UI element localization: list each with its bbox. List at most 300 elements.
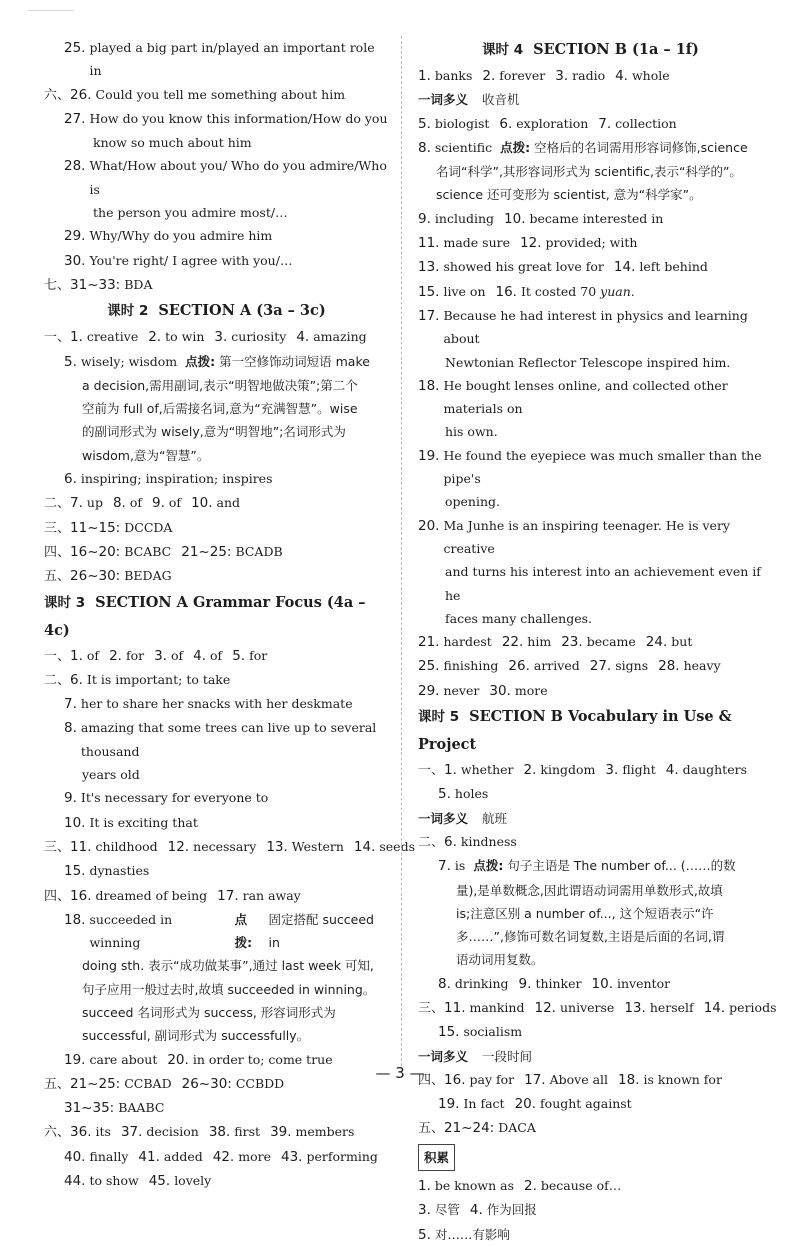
answer-row (418, 854, 763, 878)
answer-row (44, 1145, 389, 1169)
explanation-label: 点拨: (234, 911, 253, 951)
question-number: 30. (64, 252, 86, 269)
question-number: 19. (64, 1051, 86, 1068)
answer-text: inspiring; inspiration; inspires (80, 471, 273, 487)
question-number: 16. (70, 887, 92, 904)
answer-row (418, 136, 763, 160)
question-number: 43. (280, 1148, 303, 1165)
section-marker: 三、 (44, 520, 71, 536)
answer-text: amazing (313, 329, 367, 345)
answer-text: live on (443, 283, 486, 299)
answer-row (44, 467, 389, 491)
question-number: 3. (605, 762, 619, 779)
left-column (44, 36, 416, 1193)
answer-text: . (630, 283, 635, 299)
answer-text: finishing (443, 658, 499, 674)
question-number: 45. (148, 1173, 171, 1190)
question-number: 31~35: (64, 1100, 115, 1117)
lesson-title: SECTION B Vocabulary in Use & Project (418, 708, 732, 754)
section-marker: 四、 (44, 544, 71, 560)
answer-text: CCBAD (124, 1075, 172, 1091)
answer-text: be known as (434, 1178, 515, 1194)
answer-text: first (234, 1124, 261, 1140)
question-number: 15. (438, 1024, 460, 1041)
section-marker: 五、 (44, 1076, 71, 1092)
answer-row (44, 36, 389, 83)
answer-text: made sure (443, 235, 511, 251)
question-number: 31~33: (70, 276, 121, 293)
explanation-line: 名词“科学”,其形容词形式为 scientific,表示“科学的”。 (436, 164, 742, 180)
answer-text: thinker (535, 975, 582, 991)
answer-text: In fact (463, 1096, 505, 1112)
question-number: 1. (418, 68, 431, 84)
answer-text: universe (559, 999, 615, 1015)
explanation-label: 点拨: (473, 858, 504, 874)
question-number: 3. (555, 68, 569, 84)
question-number: 7. (598, 115, 612, 132)
answer-row (44, 516, 389, 540)
answer-text: biologist (434, 115, 490, 131)
section-marker: 三、 (44, 839, 71, 855)
answer-row (44, 273, 389, 297)
section-marker: 二、 (44, 496, 71, 512)
answer-text: collection (615, 115, 677, 131)
answer-text: wisely; wisdom (80, 353, 178, 369)
answer-row (44, 350, 389, 374)
question-number: 36. (70, 1124, 92, 1141)
question-number: 16~20: (70, 543, 121, 560)
explanation-line: wisdom,意为“智慧”。 (82, 447, 210, 463)
question-number: 25. (418, 658, 440, 675)
question-number: 2. (524, 1178, 537, 1195)
question-number: 8. (438, 975, 451, 992)
answer-text: kingdom (540, 762, 596, 778)
answer-text: succeeded in winning (89, 911, 173, 951)
answer-text: up (86, 495, 103, 511)
question-number: 9. (152, 495, 165, 512)
answer-text: BDA (124, 276, 153, 292)
polysemy-label: 一词多义 (418, 1048, 469, 1064)
answer-text: of (129, 495, 143, 511)
answer-row (44, 491, 389, 515)
answer-text: dynasties (89, 863, 150, 879)
answer-row (418, 782, 763, 806)
question-number: 1. (444, 762, 457, 779)
question-number: 8. (418, 139, 431, 156)
answer-text: Western (291, 838, 344, 854)
answer-text: of (168, 495, 182, 511)
answer-text: lovely (174, 1173, 212, 1189)
question-number: 11. (418, 235, 440, 252)
explanation-line: 多……”,修饰可数名词复数,主语是后面的名词,谓 (456, 929, 725, 945)
question-number: 21~25: (70, 1075, 121, 1092)
answer-text: its (95, 1124, 111, 1140)
answer-text: Ma Junhe is an inspiring teenager. He is very creative (443, 517, 730, 556)
question-number: 18. (618, 1071, 640, 1088)
question-number: 4. (193, 647, 207, 664)
question-number: 17. (418, 307, 440, 324)
answer-text: periods (729, 999, 777, 1015)
question-number: 7. (70, 495, 83, 512)
explanation-line: science 还可变形为 scientist, 意为“科学家”。 (436, 187, 702, 203)
answer-row (418, 1223, 763, 1247)
question-number: 27. (589, 658, 612, 675)
question-number: 44. (64, 1173, 86, 1190)
answer-row (44, 249, 389, 273)
explanation-text: 句子主语是 The number of... (……的数 (507, 858, 736, 874)
answer-row (44, 154, 389, 201)
explanation-text: 第一空修饰动词短语 make (219, 353, 370, 369)
polysemy-label: 一词多义 (418, 92, 469, 108)
question-number: 28. (658, 658, 680, 675)
question-number: 11~15: (70, 519, 121, 536)
question-number: 12. (167, 838, 190, 855)
answer-text: to win (165, 329, 205, 345)
question-number: 16. (444, 1071, 466, 1088)
answer-text: forever (499, 68, 546, 83)
question-number: 26~30: (181, 1075, 232, 1092)
question-number: 12. (534, 999, 556, 1016)
section-marker: 一、 (418, 763, 445, 779)
answer-text: socialism (463, 1024, 523, 1040)
answer-text: hardest (443, 634, 492, 650)
answer-text: because of… (540, 1178, 622, 1194)
answer-row (418, 654, 763, 678)
section-marker: 四、 (44, 888, 71, 904)
answer-row (44, 1169, 389, 1193)
question-number: 5. (418, 1226, 431, 1243)
question-number: 14. (703, 999, 726, 1016)
answer-text: 作为回报 (486, 1202, 537, 1218)
answer-text: decision (146, 1124, 199, 1140)
question-number: 37. (120, 1124, 143, 1141)
answer-text: banks (434, 68, 473, 83)
explanation-text: 空格后的名词需用形容词修饰,science (534, 139, 748, 155)
question-number: 17. (524, 1071, 546, 1088)
lesson-number: 课时 5 (418, 709, 460, 726)
question-number: 9. (418, 210, 431, 227)
section-marker: 三、 (418, 1000, 445, 1016)
answer-text: How do you know this information/How do you (89, 110, 388, 126)
question-number: 8. (64, 720, 77, 737)
question-number: 4. (296, 329, 310, 346)
answer-row (418, 1198, 763, 1222)
lesson-number: 课时 3 (44, 594, 86, 611)
answer-text: of (86, 647, 100, 663)
answer-row (418, 112, 763, 136)
answer-text: him (527, 634, 552, 650)
answer-row (418, 231, 763, 255)
answer-text: kindness (460, 833, 517, 849)
section-marker: 六、 (44, 87, 71, 103)
question-number: 12. (520, 235, 542, 252)
question-number: 30. (489, 682, 511, 699)
section-marker: 五、 (44, 569, 71, 585)
answer-text: but (671, 634, 693, 650)
answer-text: Because he had interest in physics and learning about (443, 307, 748, 347)
question-number: 9. (64, 790, 77, 807)
answer-text: DCCDA (124, 519, 173, 535)
answer-text: arrived (533, 658, 580, 674)
explanation-line: 空前为 full of,后需接名词,意为“充满智慧”。wise (82, 401, 358, 417)
question-number: 8. (112, 495, 126, 512)
explanation-label: 点拨: (500, 139, 531, 155)
explanation-line: succeed 名词形式为 success, 形容词形式为 (82, 1004, 336, 1020)
answer-text: whole (631, 68, 670, 83)
question-number: 15. (64, 863, 86, 880)
answer-text: He bought lenses online, and collected other materials on (443, 377, 728, 417)
answer-text: including (434, 210, 495, 226)
question-number: 5. (64, 353, 77, 370)
question-number: 40. (64, 1148, 86, 1165)
answer-text: inventor (617, 975, 671, 991)
answer-text: seeds (379, 838, 416, 854)
answer-text: amazing that some trees can live up to several thousand (80, 720, 377, 759)
question-number: 2. (109, 647, 122, 664)
answer-text: performing (306, 1148, 378, 1164)
question-number: 10. (591, 975, 613, 992)
answer-text: What/How about you/ Who do you admire/Who is (89, 158, 387, 197)
continuation-line: opening. (445, 494, 500, 510)
explanation-line: 语动词用复数。 (456, 952, 544, 968)
answer-row (418, 1020, 763, 1044)
question-number: 9. (518, 975, 532, 992)
question-number: 6. (499, 115, 513, 132)
explanation-line: doing sth. 表示“成功做某事”,通过 last week 可知, (82, 958, 374, 974)
answer-row (418, 64, 763, 88)
question-number: 2. (482, 68, 496, 84)
answer-text: It is exciting that (89, 814, 198, 830)
answer-row (418, 514, 763, 561)
question-number: 27. (64, 110, 86, 127)
answer-text: Could you tell me something about him (95, 86, 346, 102)
lesson-title: SECTION B (1a – 1f) (533, 41, 699, 58)
answer-text: creative (86, 329, 139, 345)
question-number: 13. (266, 838, 288, 855)
continuation-line: years old (82, 767, 140, 783)
answer-text: for (125, 647, 145, 663)
answer-text: Why/Why do you admire him (89, 228, 273, 244)
question-number: 6. (70, 671, 83, 688)
question-number: 15. (418, 283, 440, 300)
question-number: 19. (418, 447, 440, 464)
question-number: 26. (508, 658, 530, 675)
question-number: 20. (418, 517, 440, 534)
answer-row (44, 224, 389, 248)
answer-text: It is important; to take (86, 671, 231, 687)
explanation-text: 固定搭配 succeed in (268, 911, 374, 951)
column-divider (401, 36, 402, 1066)
answer-row (44, 540, 389, 564)
question-number: 29. (418, 682, 440, 699)
polysemy-meaning: 一段时间 (482, 1048, 533, 1064)
question-number: 6. (64, 471, 77, 488)
answer-text: scientific (434, 139, 493, 155)
question-number: 16. (495, 283, 517, 300)
answer-text: added (163, 1148, 203, 1164)
answer-text: signs (615, 658, 649, 674)
question-number: 1. (70, 329, 83, 346)
answer-text: 尽管 (434, 1202, 460, 1218)
section-marker: 一、 (44, 648, 71, 664)
answer-row (44, 908, 389, 955)
answer-text: BAABC (118, 1100, 165, 1116)
answer-row (44, 107, 389, 131)
answer-text: BEDAG (124, 568, 172, 584)
answer-text: exploration (516, 115, 589, 131)
question-number: 21. (418, 634, 440, 651)
answer-text: BCABC (124, 543, 172, 559)
answer-text: 对……有影响 (434, 1226, 510, 1242)
lesson-title: SECTION A (3a – 3c) (158, 302, 326, 320)
answer-text-italic: yuan (600, 283, 631, 299)
question-number: 11. (70, 838, 92, 855)
top-mark (28, 10, 74, 11)
explanation-line: 量),是单数概念,因此谓语动词需用单数形式,故填 (456, 882, 723, 898)
explanation-label: 点拨: (185, 353, 216, 369)
answer-text: It's necessary for everyone to (80, 790, 269, 806)
answer-text: in order to; come true (192, 1051, 333, 1067)
question-number: 2. (148, 329, 162, 346)
question-number: 3. (154, 647, 167, 664)
continuation-line: faces many challenges. (445, 610, 592, 626)
answer-text: for (249, 647, 268, 663)
answer-row (418, 830, 763, 854)
answer-text: mankind (469, 999, 525, 1015)
question-number: 18. (64, 911, 86, 928)
question-number: 3. (214, 329, 228, 346)
answer-text: CCBDD (235, 1075, 285, 1091)
answer-text: fought against (540, 1096, 632, 1112)
question-number: 4. (615, 68, 628, 84)
continuation-line: and turns his interest into an achievement even if he (445, 564, 761, 603)
answer-text: care about (89, 1051, 158, 1067)
continuation-line: his own. (445, 424, 498, 440)
question-number: 5. (232, 647, 246, 664)
question-number: 20. (167, 1051, 189, 1068)
question-number: 1. (418, 1178, 431, 1195)
question-number: 23. (561, 634, 583, 651)
question-number: 10. (191, 495, 213, 512)
answer-text: radio (572, 68, 606, 83)
answer-row (418, 972, 763, 996)
answer-text: and (216, 495, 241, 511)
answer-text: more (514, 682, 548, 698)
continuation-line: the person you admire most/… (93, 205, 288, 221)
lesson-header (44, 589, 389, 644)
answer-row (44, 692, 389, 716)
question-number: 14. (353, 838, 376, 855)
question-number: 7. (64, 696, 77, 713)
question-number: 25. (64, 40, 86, 56)
answer-row (44, 1120, 389, 1144)
question-number: 26. (70, 86, 92, 103)
question-number: 21~25: (181, 543, 232, 560)
question-number: 38. (208, 1124, 231, 1141)
answer-text: never (443, 682, 480, 698)
answer-row (44, 83, 389, 107)
answer-text: ran away (242, 887, 301, 903)
polysemy-label: 一词多义 (418, 810, 469, 826)
answer-text: flight (622, 762, 656, 778)
polysemy-meaning: 收音机 (482, 92, 520, 108)
answer-row (418, 1116, 763, 1140)
answer-text: her to share her snacks with her deskmate (80, 696, 353, 712)
answer-text: to show (89, 1173, 139, 1189)
lesson-header (44, 297, 389, 325)
page-number: — 3 — (375, 1064, 425, 1082)
answer-row (44, 835, 416, 859)
answer-text: dreamed of being (95, 887, 208, 903)
answer-row (418, 255, 763, 279)
explanation-line: successful, 副词形式为 successfully。 (82, 1028, 310, 1044)
section-marker: 一、 (44, 330, 71, 346)
question-number: 4. (469, 1202, 483, 1219)
answer-text: members (295, 1124, 355, 1140)
section-marker: 五、 (418, 1121, 445, 1137)
explanation-line: a decision,需用副词,表示“明智地做决策”;第二个 (82, 377, 358, 393)
answer-row (44, 668, 389, 692)
question-number: 39. (270, 1124, 292, 1141)
question-number: 26~30: (70, 568, 121, 585)
answer-text: childhood (95, 838, 158, 854)
answer-text: necessary (193, 838, 257, 854)
answer-text: DACA (498, 1120, 536, 1136)
answer-text: daughters (682, 762, 747, 778)
question-number: 11. (444, 999, 466, 1016)
section-marker: 二、 (44, 672, 71, 688)
question-number: 13. (418, 259, 440, 276)
question-number: 3. (418, 1202, 431, 1219)
answer-text: finally (89, 1148, 129, 1164)
question-number: 5. (418, 115, 431, 132)
explanation-line: is;注意区别 a number of..., 这个短语表示“许 (456, 905, 714, 921)
question-number: 14. (613, 259, 636, 276)
answer-row (418, 280, 763, 304)
lesson-number: 课时 2 (107, 303, 149, 320)
explanation-line: 句子应用一般过去时,故填 succeeded in winning。 (82, 981, 376, 997)
section-marker: 七、 (44, 277, 71, 293)
answer-row (44, 884, 389, 908)
answer-text: became (586, 634, 636, 650)
answer-text: showed his great love for (443, 259, 604, 275)
question-number: 18. (418, 377, 440, 394)
question-number: 28. (64, 158, 86, 175)
answer-row (44, 564, 389, 588)
question-number: 10. (64, 814, 86, 831)
answer-text: BCADB (235, 543, 283, 559)
question-number: 24. (645, 634, 668, 651)
question-number: 2. (523, 762, 537, 779)
question-number: 7. (438, 858, 451, 875)
answer-row (44, 1096, 389, 1120)
answer-text: curiosity (231, 329, 287, 345)
answer-row (44, 859, 389, 883)
accumulation-header (418, 1141, 763, 1174)
question-number: 5. (438, 786, 451, 803)
question-number: 20. (514, 1096, 537, 1113)
question-number: 4. (665, 762, 679, 779)
answer-text: left behind (639, 259, 708, 275)
answer-text: of (210, 647, 223, 663)
answer-row (418, 1092, 763, 1116)
lesson-header (418, 703, 763, 758)
polysemy-row (418, 807, 763, 830)
answer-row (44, 325, 389, 349)
answer-text: pay for (469, 1071, 515, 1087)
answer-text: He found the eyepiece was much smaller than the pipe's (443, 447, 762, 487)
answer-text: herself (649, 999, 694, 1015)
